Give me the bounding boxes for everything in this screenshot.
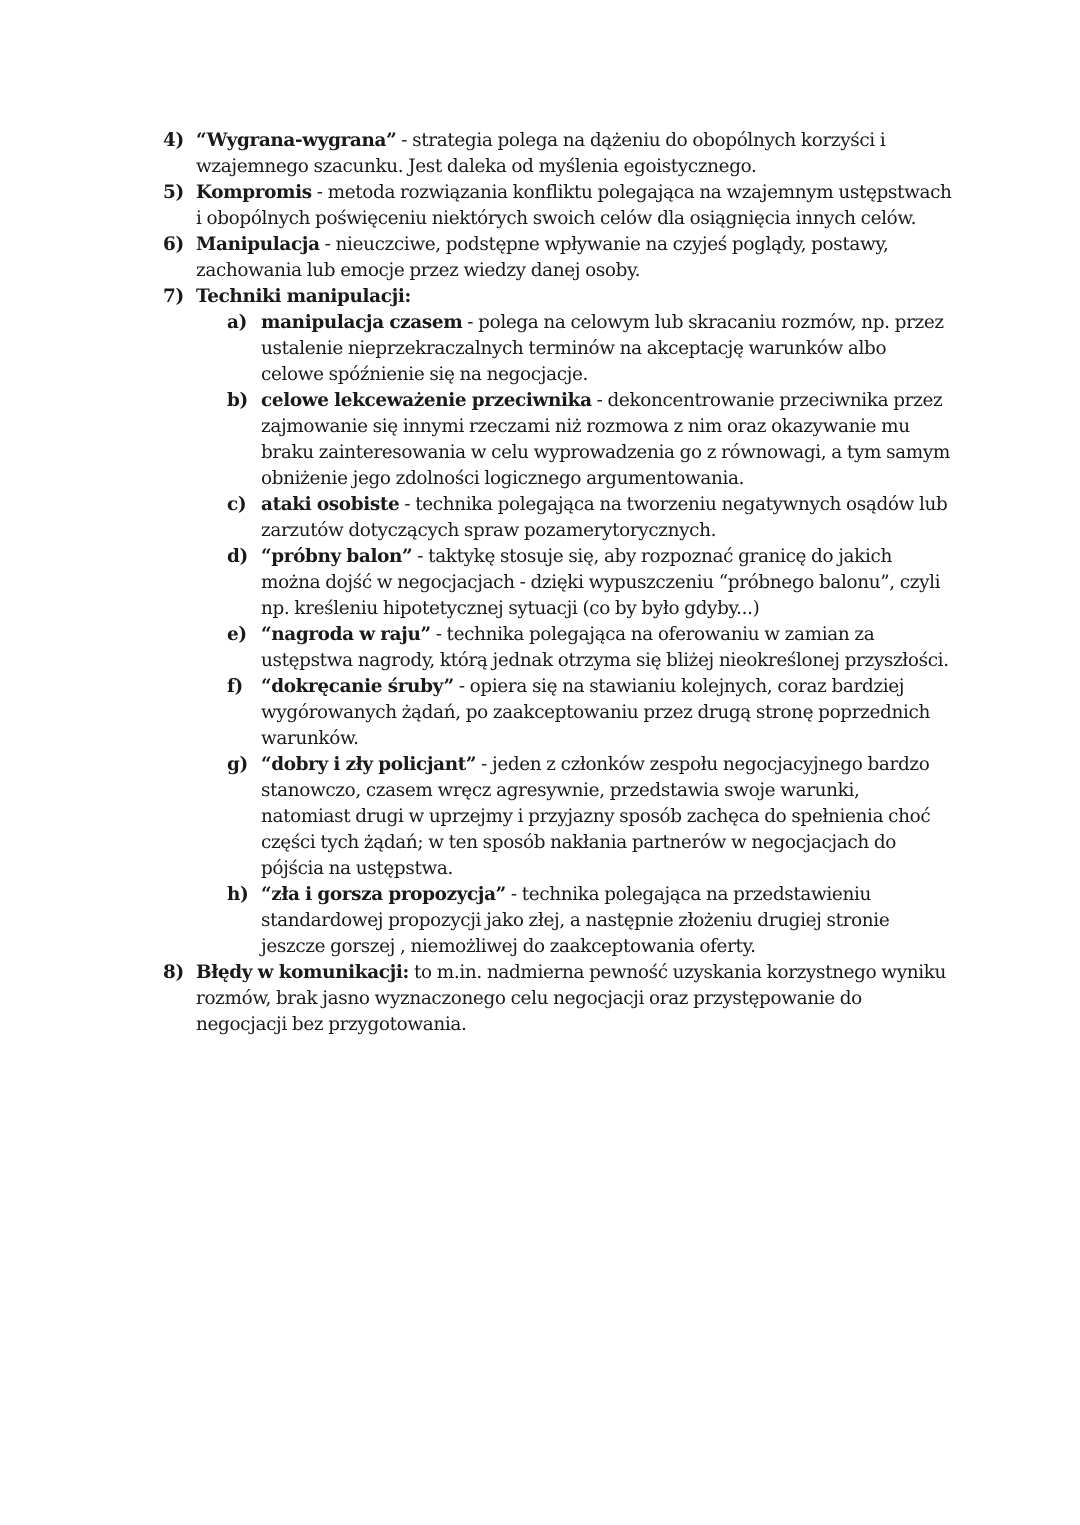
subitem-letter: d): [227, 546, 248, 567]
sublist-item-a: [227, 310, 953, 388]
sublist-item-h: [227, 882, 953, 960]
subitem-description: - dekoncentrowanie przeciwnika przez zajmowanie się innymi rzeczami niż rozmowa z nim oraz okazywanie mu braku zainteresowania w celu wyprowadzenia go z równowagi, a tym samym obniżenie jego zdolności logicznego argumentowania.: [261, 390, 950, 489]
item-description: - nieuczciwe, podstępne wpływanie na czyjeś poglądy, postawy, zachowania lub emocje przez wiedzy danej osoby.: [196, 234, 889, 281]
subitem-description: - technika polegająca na przedstawieniu standardowej propozycji jako złej, a następnie złożeniu drugiej stronie jeszcze gorszej , niemożliwej do zaakceptowania oferty.: [261, 884, 890, 957]
subitem-term: “próbny balon”: [261, 546, 413, 567]
sublist-item-e: [227, 622, 953, 674]
subitem-letter: c): [227, 494, 247, 515]
subitem-letter: g): [227, 754, 248, 775]
subitem-description: - polega na celowym lub skracaniu rozmów, np. przez ustalenie nieprzekraczalnych terminów na akceptację warunków albo celowe spóźnienie się na negocjacje.: [261, 312, 944, 385]
item-number: 4): [163, 130, 184, 151]
item-description: - metoda rozwiązania konfliktu polegająca na wzajemnym ustępstwach i obopólnych poświęceniu niektórych swoich celów dla osiągnięcia innych celów.: [196, 182, 952, 229]
subitem-letter: e): [227, 624, 247, 645]
subitem-term: “dobry i zły policjant”: [261, 754, 477, 775]
numbered-list: [163, 128, 953, 1038]
list-item-7: [163, 284, 953, 960]
subitem-term: ataki osobiste: [261, 494, 400, 515]
subitem-term: “dokręcanie śruby”: [261, 676, 454, 697]
sublist-item-d: [227, 544, 953, 622]
subitem-description: - technika polegająca na tworzeniu negatywnych osądów lub zarzutów dotyczących spraw pozamerytorycznych.: [261, 494, 948, 541]
item-term: Manipulacja: [196, 234, 320, 255]
sublist-item-b: [227, 388, 953, 492]
subitem-term: celowe lekceważenie przeciwnika: [261, 390, 592, 411]
sublist-item-g: [227, 752, 953, 882]
subitem-letter: h): [227, 884, 249, 905]
item-number: 8): [163, 962, 184, 983]
techniques-sublist: [227, 310, 953, 960]
subitem-letter: a): [227, 312, 247, 333]
item-term: Błędy w komunikacji:: [196, 962, 409, 983]
subitem-description: - opiera się na stawianiu kolejnych, coraz bardziej wygórowanych żądań, po zaakceptowaniu przez drugą stronę poprzednich warunków.: [261, 676, 930, 749]
list-item-4: [163, 128, 953, 180]
subitem-letter: b): [227, 390, 248, 411]
item-number: 5): [163, 182, 184, 203]
item-number: 6): [163, 234, 184, 255]
subitem-term: “nagroda w raju”: [261, 624, 431, 645]
subitem-term: “zła i gorsza propozycja”: [261, 884, 506, 905]
subitem-description: - jeden z członków zespołu negocjacyjnego bardzo stanowczo, czasem wręcz agresywnie, przedstawia swoje warunki, natomiast drugi w uprzejmy i przyjazny sposób zachęca do spełnienia choć części tych żądań; w ten sposób nakłania partnerów w negocjacjach do pójścia na ustępstwa.: [261, 754, 931, 879]
subitem-description: - taktykę stosuje się, aby rozpoznać granicę do jakich można dojść w negocjacjach - dzięki wypuszczeniu “próbnego balonu”, czyli np. kreśleniu hipotetycznej sytuacji (co by było gdyby...): [261, 546, 941, 619]
item-description: to m.in. nadmierna pewność uzyskania korzystnego wyniku rozmów, brak jasno wyznaczonego celu negocjacji oraz przystępowanie do negocjacji bez przygotowania.: [196, 962, 947, 1035]
sublist-item-c: [227, 492, 953, 544]
item-term: Techniki manipulacji:: [196, 286, 411, 307]
item-description: - strategia polega na dążeniu do obopólnych korzyści i wzajemnego szacunku. Jest daleka od myślenia egoistycznego.: [196, 130, 886, 177]
item-term: Kompromis: [196, 182, 312, 203]
subitem-term: manipulacja czasem: [261, 312, 463, 333]
list-item-8: [163, 960, 953, 1038]
list-item-5: [163, 180, 953, 232]
item-number: 7): [163, 286, 184, 307]
sublist-item-f: [227, 674, 953, 752]
item-term: “Wygrana-wygrana”: [196, 130, 397, 151]
list-item-6: [163, 232, 953, 284]
subitem-letter: f): [227, 676, 243, 697]
subitem-description: - technika polegająca na oferowaniu w zamian za ustępstwa nagrody, którą jednak otrzyma się bliżej nieokreślonej przyszłości.: [261, 624, 949, 671]
